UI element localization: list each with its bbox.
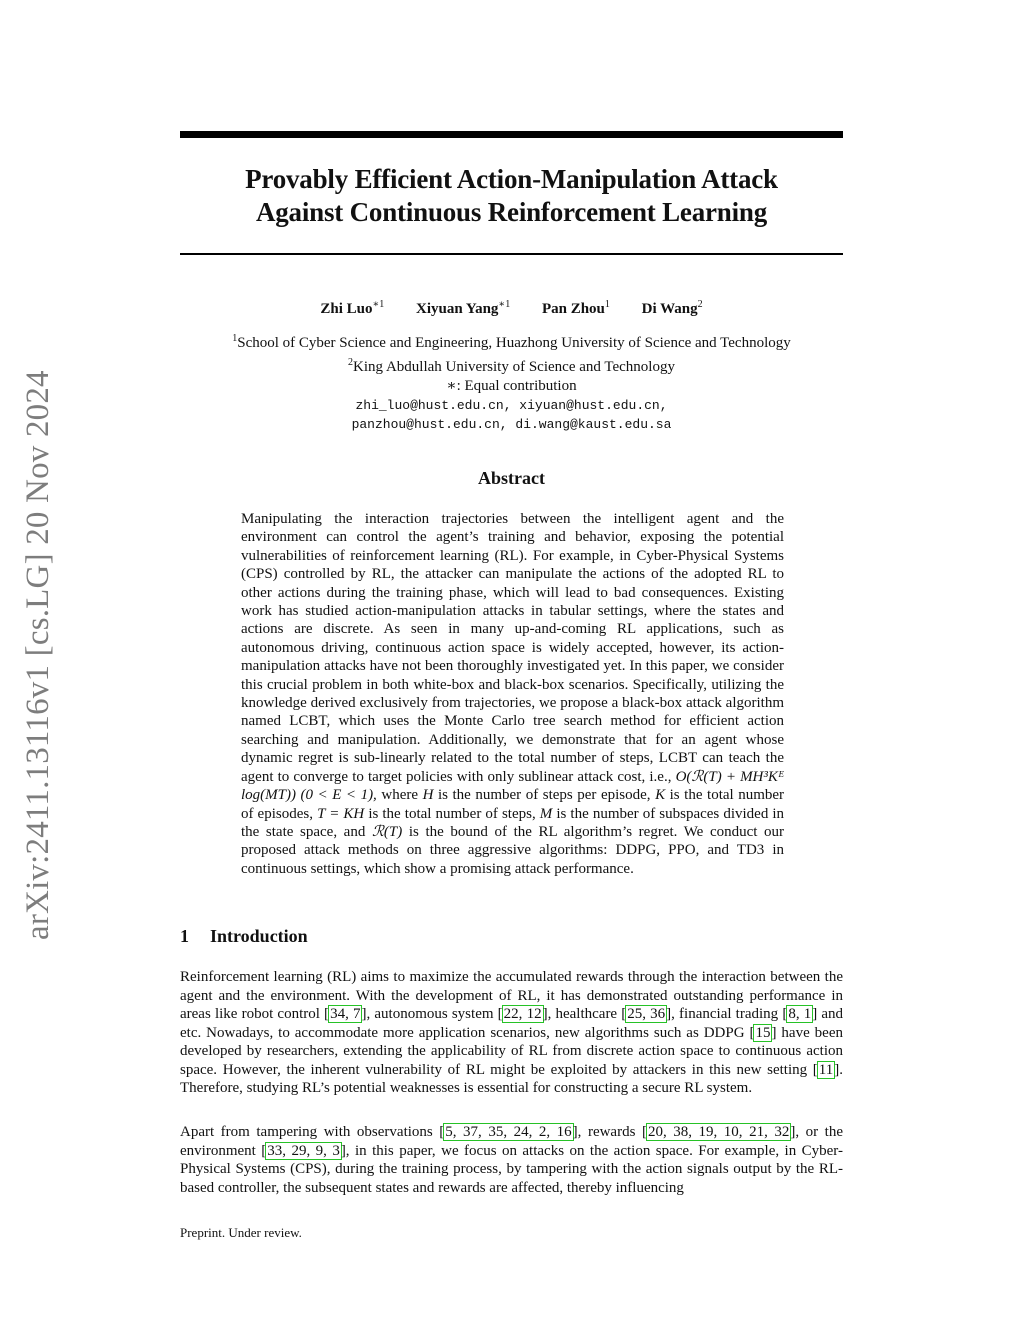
author-emails-line-2[interactable]: panzhou@hust.edu.cn, di.wang@kaust.edu.sa bbox=[351, 417, 672, 432]
abstract-text: is the number of subspaces divided in the state space, and bbox=[241, 805, 785, 840]
body-text: ]. Therefore, studying RL’s potential weaknesses is essential for constructing a secure RL system. bbox=[180, 1061, 843, 1096]
body-text: ], or the environment [ bbox=[180, 1124, 843, 1159]
title-line-1: Provably Efficient Action-Manipulation Attack bbox=[245, 164, 778, 194]
author-name: Zhi Luo bbox=[320, 301, 373, 317]
abstract-text: is the total number of episodes, bbox=[241, 787, 785, 822]
author-list bbox=[180, 299, 843, 318]
body-text: ], rewards [ bbox=[572, 1124, 647, 1140]
body-text: Apart from tampering with observations [ bbox=[180, 1124, 445, 1140]
math-var: T = KH bbox=[317, 805, 365, 822]
body-text: ] and etc. Nowadays, to accommodate more application scenarios, new algorithms such as DDPG [ bbox=[180, 1006, 844, 1041]
abstract-text: Manipulating the interaction trajectories between the intelligent agent and the environment can control the agent’s training and behavior, exposing the potential vulnerabilities of reinforcement learning (RL). For example, in Cyber-Physical Systems (CPS) controlled by RL, the attacker can manipulate the actions of the adopted RL to other actions during the training phase, which will lead to bad consequences. Existing work has studied action-manipulation attacks in tabular settings, where the states and actions are discrete. As seen in many up-and-coming RL applications, such as autonomous driving, continuous action space is widely accepted, however, its action-manipulation attacks have not been thoroughly investigated yet. In this paper, we consider this crucial problem in both white-box and black-box scenarios. Specifically, utilizing the knowledge derived exclusively from trajectories, we propose a black-box attack algorithm named LCBT, which uses the Monte Carlo tree search method for efficient action searching and manipulation. Additionally, we demonstrate that for an agent whose dynamic regret is sub-linearly related to the total number of steps, LCBT can teach the agent to converge to target policies with only sublinear attack cost, i.e., bbox=[241, 511, 784, 785]
attack-cost-formula: O(ℛ(T) + MH³Kᴱ log(MT)) (0 < E < 1), bbox=[241, 768, 784, 804]
author bbox=[542, 301, 610, 317]
abstract-heading: Abstract bbox=[478, 468, 545, 488]
affiliation-text: King Abdullah University of Science and Technology bbox=[353, 359, 675, 375]
math-var: M bbox=[539, 805, 553, 822]
title-line-2: Against Continuous Reinforcement Learning bbox=[255, 197, 768, 227]
page-footer: Preprint. Under review. bbox=[180, 1225, 302, 1240]
author-affil-mark: ∗1 bbox=[498, 299, 511, 310]
intro-paragraph-2 bbox=[180, 1123, 843, 1197]
citation-link[interactable]: 34, 7 bbox=[330, 1006, 361, 1022]
section-title: Introduction bbox=[210, 926, 308, 946]
abstract-text: is the total number of steps, bbox=[368, 805, 536, 822]
author bbox=[642, 301, 703, 317]
equal-contribution-note: ∗: Equal contribution bbox=[446, 378, 577, 394]
affiliation-text: School of Cyber Science and Engineering, Huazhong University of Science and Technology bbox=[237, 335, 791, 351]
abstract-body bbox=[241, 510, 784, 878]
title-bottom-rule bbox=[180, 253, 843, 255]
author-affil-mark: ∗1 bbox=[372, 299, 385, 310]
author bbox=[320, 301, 384, 317]
affiliation-mark: 1 bbox=[232, 333, 238, 344]
citation-link[interactable]: 8, 1 bbox=[788, 1006, 812, 1022]
author-affil-mark: 2 bbox=[697, 299, 703, 310]
math-var: H bbox=[422, 787, 434, 804]
citation-link[interactable]: 11 bbox=[818, 1061, 834, 1078]
body-text: Reinforcement learning (RL) aims to maximize the accumulated rewards through the interaction between the agent and the environment. With the development of RL, it has demonstrated outstanding performance in areas like robot control [ bbox=[180, 969, 843, 1022]
body-text: ], financial trading [ bbox=[666, 1006, 788, 1022]
section-heading-introduction bbox=[180, 926, 308, 947]
section-number: 1 bbox=[180, 926, 189, 946]
citation-link[interactable]: 5, 37, 35, 24, 2, 16 bbox=[445, 1124, 572, 1140]
citation-link[interactable]: 33, 29, 9, 3 bbox=[267, 1142, 340, 1159]
abstract-text: is the number of steps per episode, bbox=[437, 787, 651, 804]
arxiv-side-label: arXiv:2411.13116v1 [cs.LG] 20 Nov 2024 bbox=[20, 370, 56, 940]
body-text: ], autonomous system [ bbox=[361, 1006, 503, 1022]
affiliation-mark: 2 bbox=[348, 357, 354, 368]
author-emails-line-1[interactable]: zhi_luo@hust.edu.cn, xiyuan@hust.edu.cn, bbox=[355, 398, 668, 413]
author-name: Di Wang bbox=[641, 301, 698, 317]
paper-title bbox=[180, 163, 843, 229]
abstract-text: where bbox=[381, 787, 419, 804]
intro-paragraph-1 bbox=[180, 968, 843, 1098]
affiliation-1 bbox=[150, 329, 873, 353]
affiliation-2 bbox=[150, 353, 873, 377]
citation-link[interactable]: 20, 38, 19, 10, 21, 32 bbox=[647, 1124, 790, 1140]
abstract-text: is the bound of the RL algorithm’s regret. We conduct our proposed attack methods on three aggressive algorithms: DDPG, PPO, and TD3 in continuous settings, which show a promising attack performance. bbox=[241, 823, 785, 877]
body-text: ], healthcare [ bbox=[542, 1006, 627, 1022]
affiliations bbox=[150, 329, 873, 434]
citation-link[interactable]: 25, 36 bbox=[627, 1006, 666, 1022]
math-var: ℛ(T) bbox=[371, 823, 403, 840]
citation-link[interactable]: 22, 12 bbox=[503, 1006, 542, 1022]
author bbox=[416, 301, 510, 317]
author-name: Pan Zhou bbox=[541, 301, 605, 317]
citation-link[interactable]: 15 bbox=[755, 1024, 771, 1041]
author-name: Xiyuan Yang bbox=[416, 301, 499, 317]
body-text: ] have been developed by researchers, extending the applicability of RL from discrete action space to continuous action space. However, the inherent vulnerability of RL might be exploited by attackers in this new setting [ bbox=[180, 1024, 843, 1078]
body-text: ], in this paper, we focus on attacks on the action space. For example, in Cyber-Physical Systems (CPS), during the training process, by tampering with the action signals output by the RL-based controller, the subsequent states and rewards are affected, thereby influencing bbox=[180, 1142, 843, 1196]
math-var: K bbox=[655, 787, 666, 804]
author-affil-mark: 1 bbox=[604, 299, 610, 310]
title-top-rule bbox=[180, 131, 843, 138]
